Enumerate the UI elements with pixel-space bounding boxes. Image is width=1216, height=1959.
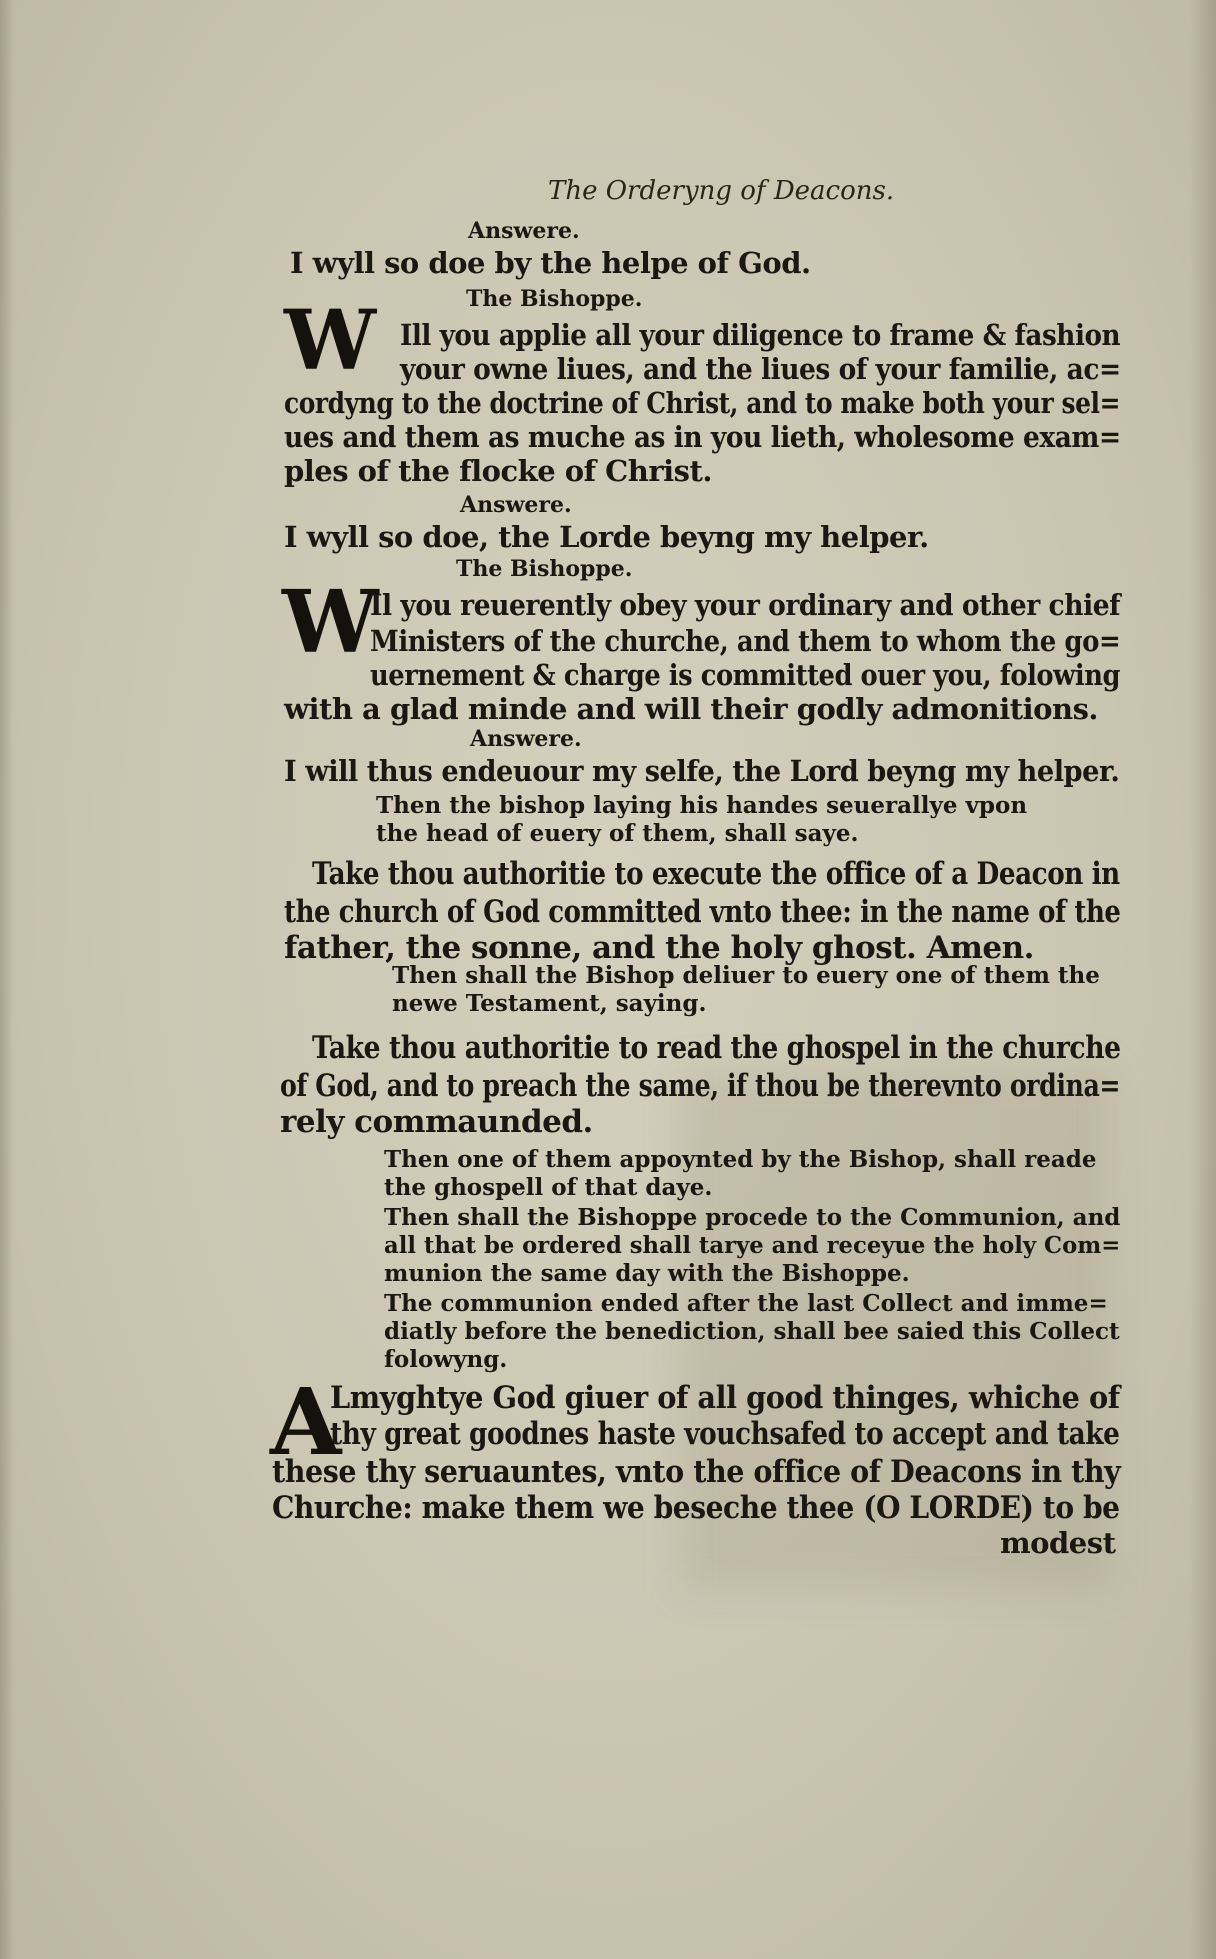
rubric-answere: Answere. [470, 726, 582, 752]
text-line: Churche: make them we beseche thee (O LORDE) to be [272, 1490, 1120, 1526]
rubric-line: all that be ordered shall tarye and receyue the holy Com= [384, 1232, 1121, 1259]
text-line: rely commaunded. [280, 1104, 593, 1140]
text-line: I wyll so doe by the helpe of God. [290, 246, 811, 280]
text-line: your owne liues, and the liues of your familie, ac= [400, 352, 1121, 386]
rubric-line: Then one of them appoynted by the Bishop, shall reade [384, 1146, 1097, 1173]
text-line: these thy seruauntes, vnto the office of Deacons in thy [272, 1454, 1121, 1490]
rubric-line: Then shall the Bishop deliuer to euery one of them the [392, 962, 1100, 989]
text-line: Il you reuerently obey your ordinary and other chief [370, 588, 1121, 622]
drop-cap: W [284, 293, 377, 389]
rubric-line: newe Testament, saying. [392, 990, 707, 1017]
text-line: Ministers of the churche, and them to whom the go= [370, 624, 1121, 658]
rubric-line: munion the same day with the Bishoppe. [384, 1260, 910, 1287]
rubric-answere: Answere. [460, 492, 572, 518]
text-line: of God, and to preach the same, if thou be therevnto ordina= [280, 1068, 1121, 1104]
rubric-line: the ghospell of that daye. [384, 1174, 713, 1201]
rubric-answere: Answere. [468, 218, 580, 244]
rubric-line: Then the bishop laying his handes seuerallye vpon [376, 792, 1028, 819]
text-line: I wyll so doe, the Lorde beyng my helper. [284, 520, 929, 554]
drop-cap: A [270, 1368, 342, 1476]
rubric-line: The communion ended after the last Collect and imme= [384, 1290, 1108, 1317]
text-line: ples of the flocke of Christ. [284, 454, 712, 488]
text-line: cordyng to the doctrine of Christ, and to make both your sel= [284, 386, 1121, 420]
text-line: ues and them as muche as in you lieth, wholesome exam= [284, 420, 1121, 454]
text-line: Take thou authoritie to read the ghospel in the churche [312, 1030, 1121, 1066]
rubric-line: diatly before the benediction, shall bee saied this Collect [384, 1318, 1120, 1345]
text-line: Take thou authoritie to execute the office of a Deacon in [312, 856, 1120, 892]
text-line: uernement & charge is committed ouer you, folowing [370, 658, 1121, 692]
rubric-line: the head of euery of them, shall saye. [376, 820, 859, 847]
drop-cap: W [282, 572, 379, 673]
text-line: Ill you applie all your diligence to frame & fashion [400, 318, 1121, 352]
catchword: modest [1000, 1526, 1116, 1560]
rubric-bishoppe: The Bishoppe. [456, 556, 633, 582]
rubric-bishoppe: The Bishoppe. [466, 286, 643, 312]
running-head: The Orderyng of Deacons. [548, 176, 895, 206]
text-line: father, the sonne, and the holy ghost. Amen. [284, 930, 1034, 966]
text-line: thy great goodnes haste vouchsafed to accept and take [330, 1416, 1120, 1452]
rubric-line: folowyng. [384, 1346, 508, 1373]
text-line: I will thus endeuour my selfe, the Lord beyng my helper. [284, 754, 1120, 788]
text-line: Lmyghtye God giuer of all good thinges, whiche of [330, 1380, 1120, 1416]
text-line: the church of God committed vnto thee: in the name of the [284, 894, 1121, 930]
text-line: with a glad minde and will their godly admonitions. [284, 692, 1099, 726]
rubric-line: Then shall the Bishoppe procede to the Communion, and [384, 1204, 1121, 1231]
